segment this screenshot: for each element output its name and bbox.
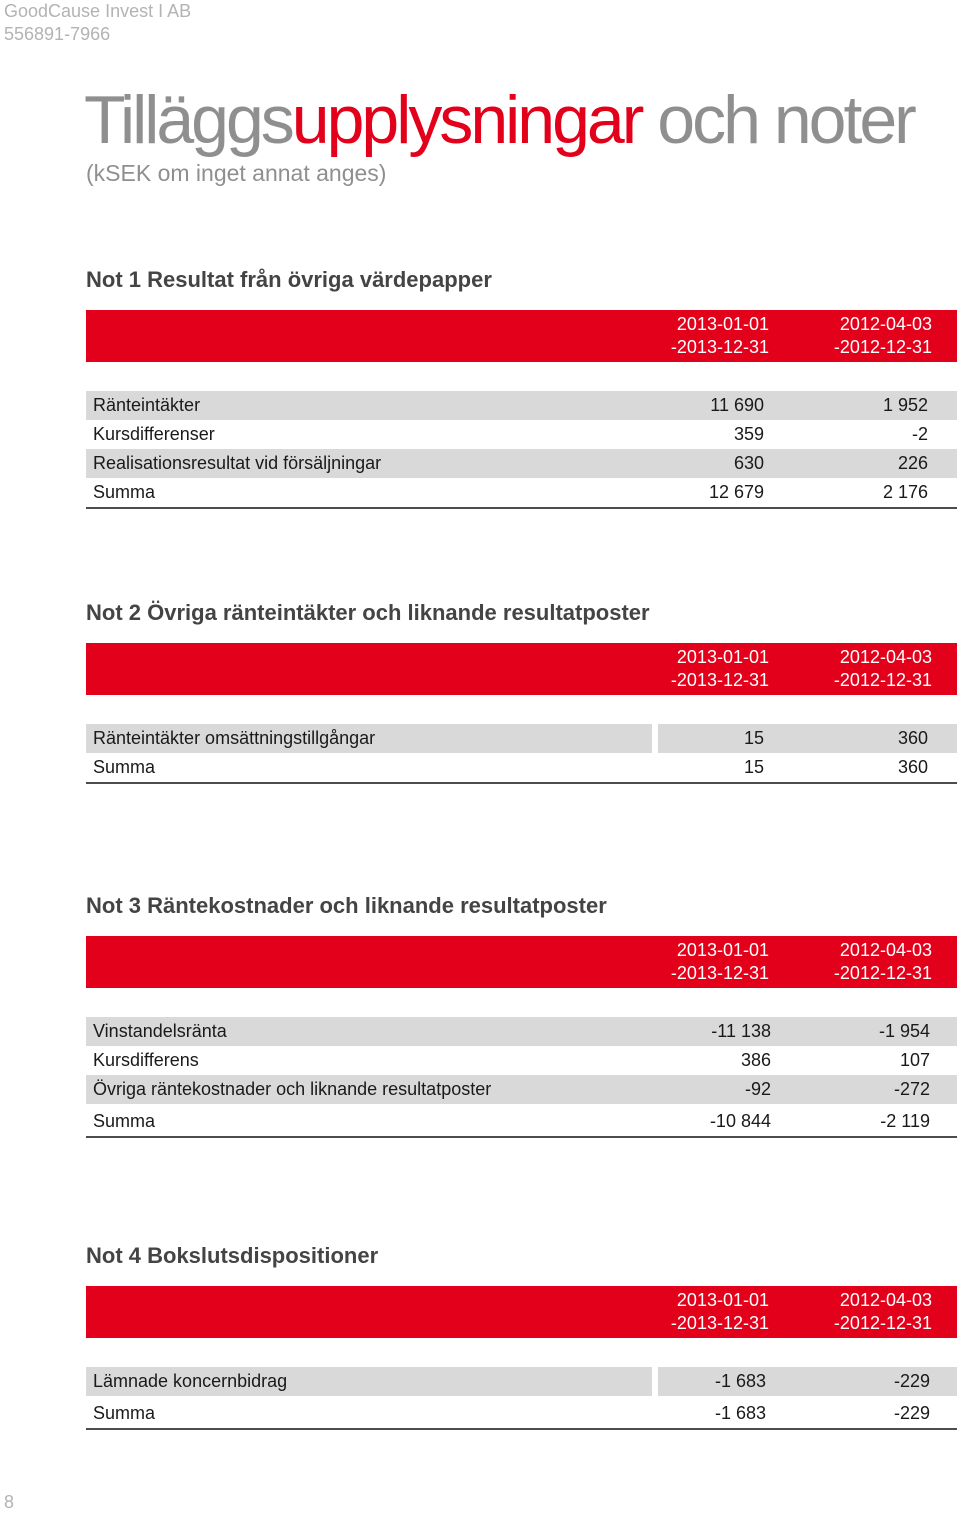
title-part-3: och noter [641, 82, 914, 158]
table-row [86, 1367, 957, 1396]
row-label: Ränteintäkter omsättningstillgångar [93, 728, 376, 748]
period-end: -2012-12-31 [833, 670, 932, 690]
value-2012: -229 [893, 1403, 930, 1423]
title-part-2-accent: upplysningar [291, 82, 642, 158]
period-start: 2012-04-03 [839, 1290, 932, 1310]
value-2012: -2 [911, 424, 928, 444]
period-start: 2013-01-01 [676, 647, 769, 667]
period-start: 2013-01-01 [676, 940, 769, 960]
value-2013: 15 [743, 757, 764, 777]
row-label: Summa [93, 757, 156, 777]
value-2012: -1 954 [878, 1021, 930, 1041]
period-column-1 [609, 939, 769, 985]
value-2013: -10 844 [709, 1111, 771, 1131]
period-column-2 [772, 939, 932, 985]
value-2013: -11 138 [711, 1021, 771, 1041]
period-end: -2013-12-31 [670, 337, 769, 357]
row-label: Lämnade koncernbidrag [93, 1371, 288, 1391]
value-2013: 11 690 [710, 395, 764, 415]
value-2012: -2 119 [880, 1111, 930, 1131]
period-header [86, 643, 957, 695]
table-row-total [86, 753, 957, 784]
period-column-2 [772, 646, 932, 692]
note-table [86, 724, 957, 784]
value-2013: 630 [733, 453, 764, 473]
row-label: Övriga räntekostnader och liknande resultatposter [93, 1079, 492, 1099]
period-start: 2012-04-03 [839, 314, 932, 334]
value-2012: 2 176 [882, 482, 928, 502]
period-start: 2013-01-01 [676, 1290, 769, 1310]
row-label: Summa [93, 1111, 156, 1131]
row-label: Vinstandelsränta [93, 1021, 227, 1041]
note-1 [86, 262, 957, 502]
company-name: GoodCause Invest I AB [4, 1, 192, 21]
table-row [86, 391, 957, 420]
value-2012: 360 [897, 728, 928, 748]
company-org-number: 556891-7966 [4, 24, 111, 44]
period-end: -2012-12-31 [833, 337, 932, 357]
table-row [86, 1046, 957, 1075]
value-2012: -272 [893, 1079, 930, 1099]
period-end: -2012-12-31 [833, 1313, 932, 1333]
table-row [86, 1017, 957, 1046]
note-3 [86, 888, 957, 1131]
table-row-total [86, 1396, 957, 1430]
period-column-2 [772, 1289, 932, 1335]
table-row-total [86, 478, 957, 509]
period-header [86, 310, 957, 362]
table-row [86, 1075, 957, 1104]
note-table [86, 391, 957, 509]
value-2013: 15 [743, 728, 764, 748]
period-header [86, 936, 957, 988]
note-4 [86, 1238, 957, 1423]
note-table [86, 1367, 957, 1430]
row-label: Summa [93, 482, 156, 502]
note-table [86, 1017, 957, 1138]
value-2013: 386 [740, 1050, 771, 1070]
period-end: -2013-12-31 [670, 1313, 769, 1333]
period-end: -2013-12-31 [670, 963, 769, 983]
period-start: 2013-01-01 [676, 314, 769, 334]
value-2012: 107 [899, 1050, 930, 1070]
note-title: Not 1 Resultat från övriga värdepapper [86, 267, 492, 292]
value-2013: -1 683 [714, 1403, 766, 1423]
value-2013: -92 [744, 1079, 771, 1099]
period-column-1 [609, 646, 769, 692]
row-label: Summa [93, 1403, 156, 1423]
period-column-2 [772, 313, 932, 359]
period-start: 2012-04-03 [839, 647, 932, 667]
table-row [86, 420, 957, 449]
page-number: 8 [4, 1492, 15, 1512]
company-info [4, 0, 191, 46]
page-subtitle: (kSEK om inget annat anges) [86, 160, 387, 186]
row-label: Realisationsresultat vid försäljningar [93, 453, 382, 473]
period-column-1 [609, 1289, 769, 1335]
page-title [84, 78, 914, 162]
period-end: -2013-12-31 [670, 670, 769, 690]
value-2013: 359 [733, 424, 764, 444]
note-title: Not 4 Bokslutsdispositioner [86, 1243, 379, 1268]
row-label: Kursdifferens [93, 1050, 199, 1070]
value-2012: -229 [893, 1371, 930, 1391]
period-column-1 [609, 313, 769, 359]
value-2013: -1 683 [714, 1371, 766, 1391]
note-title: Not 3 Räntekostnader och liknande resultatposter [86, 893, 607, 918]
value-2012: 226 [897, 453, 928, 473]
value-2012: 1 952 [882, 395, 928, 415]
period-end: -2012-12-31 [833, 963, 932, 983]
value-2013: 12 679 [708, 482, 764, 502]
table-row [86, 449, 957, 478]
table-row-total [86, 1104, 957, 1138]
note-title: Not 2 Övriga ränteintäkter och liknande resultatposter [86, 600, 650, 625]
table-row [86, 724, 957, 753]
period-start: 2012-04-03 [839, 940, 932, 960]
note-2 [86, 595, 957, 777]
value-2012: 360 [897, 757, 928, 777]
period-header [86, 1286, 957, 1338]
row-label: Ränteintäkter [93, 395, 201, 415]
title-part-1: Tilläggs [84, 82, 292, 158]
row-label: Kursdifferenser [93, 424, 215, 444]
